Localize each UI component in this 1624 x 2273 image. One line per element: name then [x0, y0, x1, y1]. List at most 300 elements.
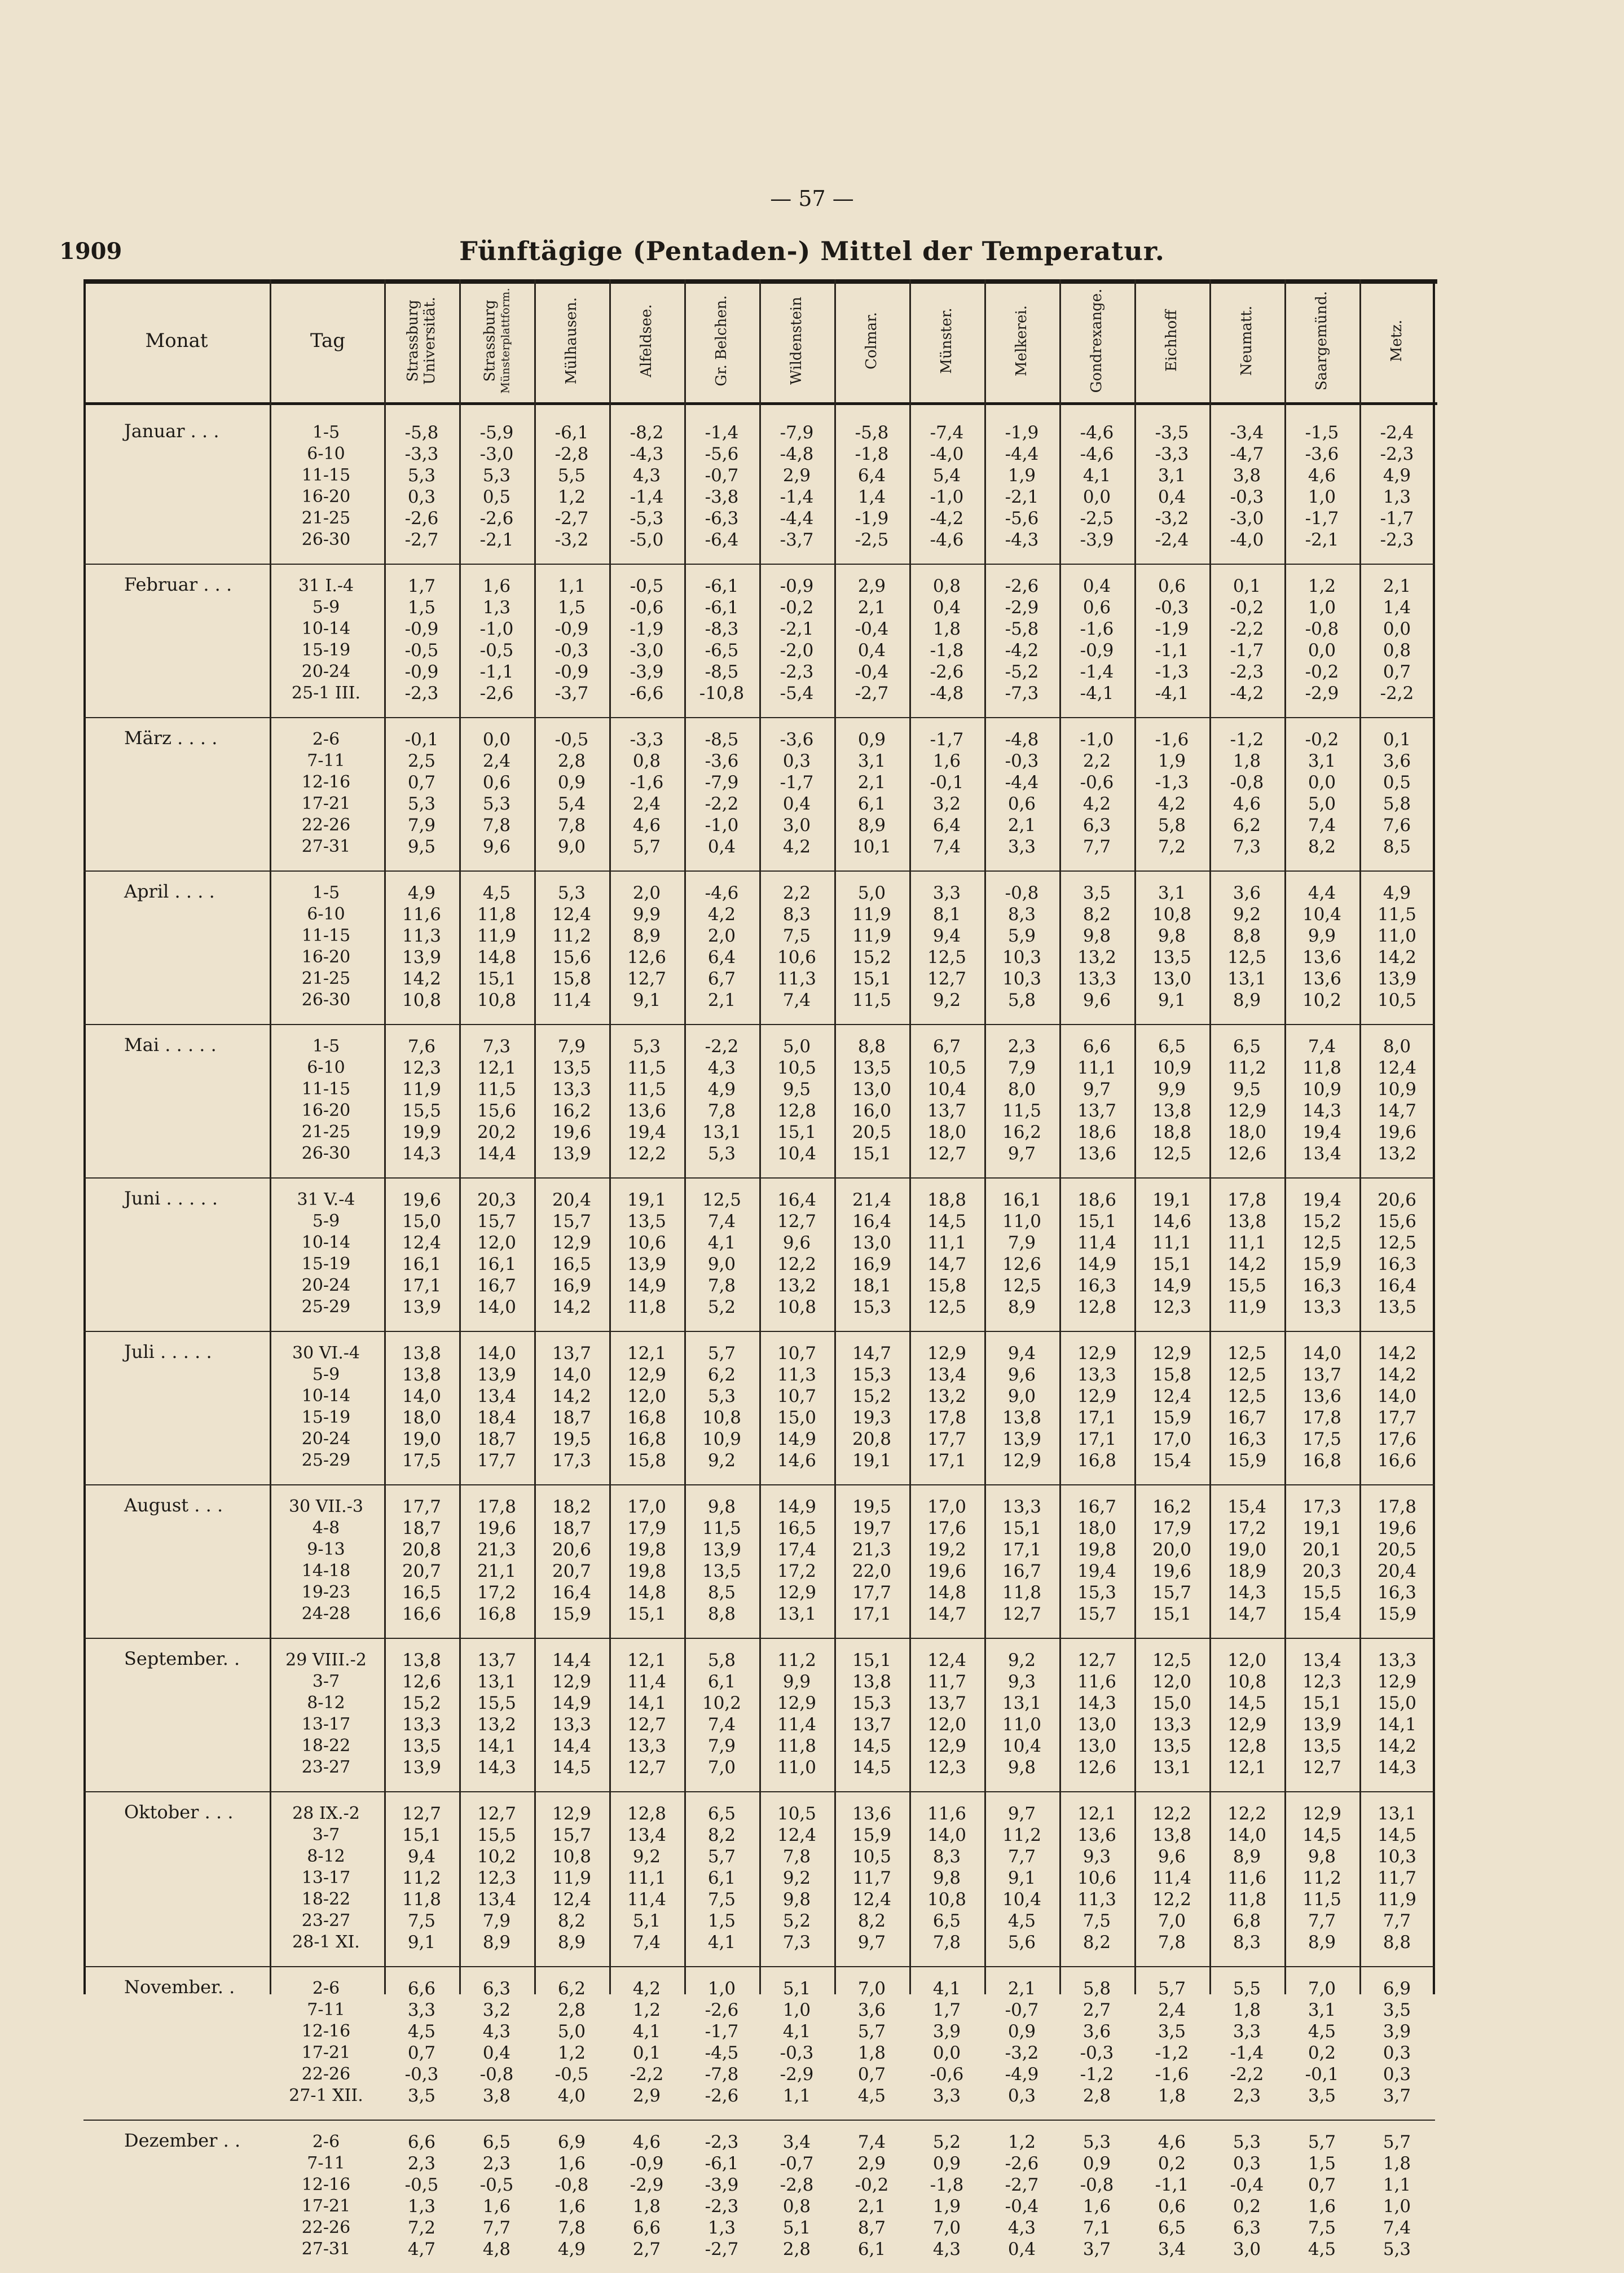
temperature-value: 18,6: [1077, 1190, 1117, 1210]
day-range: 26-30: [301, 1144, 351, 1163]
temperature-value: 15,5: [402, 1101, 442, 1121]
temperature-value: 10,3: [1002, 947, 1042, 968]
temperature-value: 20,3: [477, 1190, 517, 1210]
temperature-value: 5,7: [1383, 2132, 1411, 2152]
temperature-value: 16,8: [627, 1408, 667, 1428]
temperature-value: 12,9: [927, 1343, 967, 1364]
table-row: [83, 2000, 1437, 2021]
temperature-value: 18,8: [927, 1190, 967, 1210]
temperature-value: 15,3: [852, 1297, 892, 1317]
temperature-value: 4,3: [632, 465, 661, 486]
temperature-value: 3,5: [1383, 2000, 1411, 2020]
temperature-value: 17,8: [1227, 1190, 1267, 1210]
temperature-value: 11,0: [777, 1757, 817, 1778]
temperature-value: 20,5: [852, 1122, 892, 1142]
day-range: 1-5: [312, 883, 340, 903]
temperature-value: 15,1: [1077, 1211, 1117, 1232]
temperature-value: -6,6: [630, 683, 664, 704]
station-name: [1164, 310, 1181, 371]
temperature-value: -4,6: [1080, 444, 1114, 464]
station-name-line1: Strassburg: [481, 300, 499, 382]
temperature-value: 15,8: [927, 1276, 967, 1296]
temperature-value: 0,4: [707, 837, 736, 857]
temperature-value: 10,8: [1227, 1672, 1267, 1692]
temperature-value: 3,3: [1007, 837, 1036, 857]
temperature-value: 12,4: [552, 1889, 592, 1910]
temperature-value: 11,1: [1227, 1233, 1267, 1253]
temperature-value: 19,4: [1302, 1190, 1342, 1210]
temperature-value: -2,2: [630, 2064, 664, 2085]
temperature-value: 13,9: [402, 947, 442, 968]
day-range: 30 VI.-4: [292, 1343, 360, 1363]
temperature-value: 14,9: [627, 1276, 667, 1296]
temperature-value: 1,6: [557, 2196, 586, 2217]
temperature-value: -1,7: [705, 2021, 739, 2042]
temperature-value: 13,9: [1302, 1714, 1342, 1735]
day-range: 1-5: [312, 1036, 340, 1056]
temperature-value: 15,8: [1152, 1365, 1192, 1385]
temperature-value: -0,3: [1230, 487, 1264, 507]
temperature-value: 21,3: [477, 1540, 517, 1560]
temperature-value: 14,6: [1152, 1211, 1192, 1232]
temperature-value: 16,4: [777, 1190, 817, 1210]
temperature-value: 15,2: [402, 1693, 442, 1713]
temperature-value: 13,1: [477, 1672, 517, 1692]
station-header: [384, 279, 459, 402]
temperature-value: 14,3: [1377, 1757, 1417, 1778]
temperature-value: 2,4: [1158, 2000, 1186, 2020]
temperature-value: 13,7: [1077, 1101, 1117, 1121]
temperature-value: 17,7: [852, 1582, 892, 1603]
column-rule: [1284, 279, 1286, 1994]
temperature-value: 6,1: [857, 2239, 886, 2259]
table-row: [83, 2064, 1437, 2086]
temperature-value: 12,8: [1077, 1297, 1117, 1317]
temperature-value: 13,9: [402, 1757, 442, 1778]
temperature-value: 12,8: [777, 1101, 817, 1121]
station-name-line1: Wildenstein: [787, 297, 805, 385]
temperature-value: 9,2: [632, 1846, 661, 1867]
temperature-value: 15,3: [852, 1365, 892, 1385]
temperature-value: 5,3: [1082, 2132, 1111, 2152]
temperature-value: 14,4: [477, 1144, 517, 1164]
temperature-value: 18,6: [1077, 1122, 1117, 1142]
temperature-value: 10,8: [552, 1846, 592, 1867]
month-name: Januar . . .: [124, 420, 219, 442]
temperature-value: -2,2: [1380, 683, 1414, 704]
temperature-value: 7,4: [1383, 2218, 1411, 2238]
temperature-value: 2,3: [482, 2153, 511, 2174]
temperature-value: 4,1: [1082, 465, 1111, 486]
temperature-value: 19,6: [1377, 1122, 1417, 1142]
temperature-value: 2,1: [707, 990, 736, 1010]
temperature-value: 10,8: [927, 1889, 967, 1910]
temperature-value: -3,0: [1230, 508, 1264, 529]
station-header: [1284, 279, 1359, 402]
temperature-value: 6,6: [407, 1979, 436, 1999]
temperature-value: -1,6: [1080, 619, 1114, 639]
temperature-value: -0,8: [1080, 2175, 1114, 2195]
temperature-value: 7,9: [1007, 1233, 1036, 1253]
temperature-value: 10,4: [1002, 1736, 1042, 1756]
temperature-value: 0,6: [1158, 576, 1186, 596]
temperature-value: 12,2: [1227, 1804, 1267, 1824]
temperature-value: -1,4: [1080, 662, 1114, 682]
temperature-value: 4,2: [782, 837, 811, 857]
temperature-value: 15,0: [777, 1408, 817, 1428]
temperature-value: 9,4: [1007, 1343, 1036, 1364]
column-rule: [534, 279, 536, 1994]
temperature-value: 4,6: [1158, 2132, 1186, 2152]
temperature-value: 16,8: [477, 1604, 517, 1624]
station-name-line1: Saargemünd.: [1313, 291, 1330, 391]
temperature-value: 12,9: [1227, 1714, 1267, 1735]
temperature-value: 4,6: [1308, 465, 1336, 486]
day-range: 10-14: [301, 1386, 351, 1406]
temperature-value: -4,4: [1005, 772, 1039, 793]
day-range: 16-20: [301, 1101, 351, 1120]
temperature-value: -3,7: [780, 530, 814, 550]
temperature-value: 13,5: [1152, 947, 1192, 968]
day-range: 3-7: [312, 1672, 340, 1691]
temperature-value: 13,1: [777, 1604, 817, 1624]
temperature-value: 4,1: [632, 2021, 661, 2042]
temperature-value: 5,2: [707, 1297, 736, 1317]
temperature-value: -3,9: [705, 2175, 739, 2195]
temperature-value: 17,6: [927, 1518, 967, 1538]
temperature-value: 19,5: [852, 1497, 892, 1517]
temperature-value: 7,4: [932, 837, 961, 857]
temperature-value: 0,0: [482, 729, 511, 750]
temperature-value: -1,2: [1155, 2043, 1189, 2063]
temperature-value: 5,8: [707, 1650, 736, 1670]
temperature-value: 3,1: [1308, 751, 1336, 771]
temperature-value: 20,6: [1377, 1190, 1417, 1210]
temperature-value: 1,3: [482, 597, 511, 618]
temperature-value: 9,5: [782, 1079, 811, 1100]
temperature-value: 15,4: [1302, 1604, 1342, 1624]
day-range: 15-19: [301, 1408, 351, 1427]
temperature-value: 16,4: [1377, 1276, 1417, 1296]
temperature-value: -0,6: [1080, 772, 1114, 793]
temperature-value: -8,2: [630, 423, 664, 443]
temperature-value: 12,9: [552, 1233, 592, 1253]
temperature-value: 15,1: [777, 1122, 817, 1142]
temperature-value: 15,6: [477, 1101, 517, 1121]
temperature-value: 18,8: [1152, 1122, 1192, 1142]
temperature-value: -1,4: [630, 487, 664, 507]
temperature-value: 12,7: [402, 1804, 442, 1824]
temperature-value: 14,8: [477, 947, 517, 968]
column-rule: [834, 279, 836, 1994]
temperature-value: 15,1: [1152, 1254, 1192, 1274]
temperature-value: 3,4: [782, 2132, 811, 2152]
temperature-value: 3,9: [1383, 2021, 1411, 2042]
temperature-value: -0,5: [404, 640, 439, 661]
temperature-value: 6,5: [1158, 2218, 1186, 2238]
temperature-value: 6,1: [707, 1672, 736, 1692]
temperature-value: 10,2: [477, 1846, 517, 1867]
temperature-value: 12,5: [1152, 1650, 1192, 1670]
day-range: 28 IX.-2: [292, 1804, 360, 1823]
temperature-value: 10,8: [477, 990, 517, 1010]
temperature-value: 19,0: [1227, 1540, 1267, 1560]
temperature-value: 16,1: [1002, 1190, 1042, 1210]
temperature-value: -2,9: [780, 2064, 814, 2085]
temperature-value: -2,1: [479, 530, 514, 550]
temperature-value: -2,1: [1005, 487, 1039, 507]
temperature-value: 8,8: [1233, 926, 1261, 946]
temperature-value: 10,4: [1002, 1889, 1042, 1910]
temperature-value: 14,0: [927, 1825, 967, 1845]
day-range: 15-19: [301, 640, 351, 660]
temperature-value: -2,1: [1305, 530, 1339, 550]
temperature-value: 8,8: [857, 1036, 886, 1057]
temperature-value: 0,0: [1082, 487, 1111, 507]
temperature-value: 8,2: [707, 1825, 736, 1845]
temperature-table: [83, 279, 1437, 2259]
temperature-value: -8,5: [705, 729, 739, 750]
temperature-value: 15,8: [552, 969, 592, 989]
temperature-value: 12,7: [477, 1804, 517, 1824]
day-range: 8-12: [307, 1846, 345, 1866]
day-range: 12-16: [301, 772, 351, 792]
month-name: März . . . .: [124, 727, 218, 749]
temperature-value: 7,4: [632, 1932, 661, 1953]
day-range: 24-28: [301, 1604, 351, 1624]
temperature-value: 9,5: [407, 837, 436, 857]
temperature-value: 16,3: [1227, 1429, 1267, 1449]
page-title: Fünftägige (Pentaden-) Mittel der Temperatur.: [459, 236, 1165, 266]
temperature-value: 11,4: [1152, 1868, 1192, 1888]
day-range: 5-9: [312, 1211, 340, 1231]
temperature-value: 16,7: [1002, 1561, 1042, 1581]
temperature-value: 13,9: [1377, 969, 1417, 989]
temperature-value: 7,0: [1308, 1979, 1336, 1999]
temperature-value: 12,5: [1302, 1233, 1342, 1253]
temperature-value: 20,4: [1377, 1561, 1417, 1581]
temperature-value: -4,5: [705, 2043, 739, 2063]
temperature-value: 4,3: [932, 2239, 961, 2259]
temperature-value: 18,7: [402, 1518, 442, 1538]
temperature-value: 8,2: [857, 1911, 886, 1931]
temperature-value: 2,2: [782, 883, 811, 903]
temperature-value: 21,4: [852, 1190, 892, 1210]
temperature-value: -3,8: [705, 487, 739, 507]
temperature-value: 4,6: [1233, 794, 1261, 814]
temperature-value: 13,3: [552, 1714, 592, 1735]
temperature-value: 2,9: [782, 465, 811, 486]
temperature-value: 18,0: [927, 1122, 967, 1142]
temperature-value: 17,3: [552, 1450, 592, 1471]
temperature-value: 1,8: [1383, 2153, 1411, 2174]
temperature-value: -6,4: [705, 530, 739, 550]
temperature-value: -6,5: [705, 640, 739, 661]
temperature-value: 13,7: [1302, 1365, 1342, 1385]
temperature-value: 13,4: [1302, 1144, 1342, 1164]
temperature-value: 15,1: [1302, 1693, 1342, 1713]
temperature-value: 3,2: [482, 2000, 511, 2020]
temperature-value: 10,5: [777, 1058, 817, 1078]
temperature-value: -2,5: [855, 530, 889, 550]
temperature-value: -2,3: [705, 2196, 739, 2217]
temperature-value: 7,5: [1082, 1911, 1111, 1931]
day-range: 12-16: [301, 2175, 351, 2195]
temperature-value: 0,2: [1308, 2043, 1336, 2063]
temperature-value: 6,6: [407, 2132, 436, 2152]
temperature-value: 15,1: [627, 1604, 667, 1624]
station-header: [1209, 279, 1284, 402]
temperature-value: -2,2: [705, 794, 739, 814]
temperature-value: 15,1: [852, 1650, 892, 1670]
temperature-value: 1,3: [407, 2196, 436, 2217]
month-name: November. .: [124, 1976, 235, 1998]
temperature-value: 2,4: [632, 794, 661, 814]
temperature-value: 13,6: [1302, 969, 1342, 989]
temperature-value: 12,2: [1152, 1804, 1192, 1824]
temperature-value: 9,6: [482, 837, 511, 857]
day-range: 25-29: [301, 1450, 351, 1470]
station-name: [639, 304, 655, 377]
temperature-value: 12,5: [927, 947, 967, 968]
temperature-value: 19,6: [927, 1561, 967, 1581]
temperature-value: 12,7: [627, 1757, 667, 1778]
temperature-value: -2,6: [1005, 2153, 1039, 2174]
temperature-value: 9,6: [782, 1233, 811, 1253]
temperature-value: 13,2: [777, 1276, 817, 1296]
temperature-value: 8,2: [557, 1911, 586, 1931]
temperature-value: 11,4: [1077, 1233, 1117, 1253]
temperature-value: 17,5: [402, 1450, 442, 1471]
temperature-value: 4,1: [782, 2021, 811, 2042]
temperature-value: 13,5: [1377, 1297, 1417, 1317]
temperature-value: 12,6: [402, 1672, 442, 1692]
station-name: [1089, 289, 1106, 393]
temperature-value: 14,3: [402, 1144, 442, 1164]
temperature-value: 14,0: [1377, 1386, 1417, 1406]
temperature-value: -0,5: [554, 2064, 589, 2085]
temperature-value: -0,4: [855, 619, 889, 639]
temperature-value: 17,1: [1002, 1540, 1042, 1560]
month-name: April . . . .: [124, 881, 215, 902]
temperature-value: 1,1: [1383, 2175, 1411, 2195]
temperature-value: 7,8: [707, 1276, 736, 1296]
temperature-value: -0,3: [1080, 2043, 1114, 2063]
temperature-value: 12,9: [1077, 1386, 1117, 1406]
temperature-value: 3,0: [782, 815, 811, 836]
temperature-value: -1,9: [1155, 619, 1189, 639]
temperature-value: 13,0: [1152, 969, 1192, 989]
temperature-value: 0,9: [1082, 2153, 1111, 2174]
temperature-value: 15,0: [1152, 1693, 1192, 1713]
temperature-value: 7,7: [1082, 837, 1111, 857]
temperature-value: 8,0: [1383, 1036, 1411, 1057]
temperature-value: 9,8: [707, 1497, 736, 1517]
temperature-value: 7,4: [707, 1714, 736, 1735]
day-range: 26-30: [301, 530, 351, 549]
temperature-value: 13,6: [1077, 1825, 1117, 1845]
temperature-value: 11,9: [852, 904, 892, 925]
day-range: 7-11: [307, 751, 345, 771]
temperature-value: 10,9: [1302, 1079, 1342, 1100]
temperature-value: 15,3: [1077, 1582, 1117, 1603]
temperature-value: 6,6: [1082, 1036, 1111, 1057]
temperature-value: -4,8: [1005, 729, 1039, 750]
temperature-value: -7,9: [705, 772, 739, 793]
temperature-value: 14,9: [552, 1693, 592, 1713]
temperature-value: -2,3: [705, 2132, 739, 2152]
temperature-value: 1,5: [557, 597, 586, 618]
station-header: [909, 279, 984, 402]
temperature-value: 8,5: [1383, 837, 1411, 857]
day-range: 20-24: [301, 662, 351, 682]
temperature-value: -5,8: [404, 423, 439, 443]
temperature-value: 9,4: [407, 1846, 436, 1867]
temperature-value: 17,9: [1152, 1518, 1192, 1538]
temperature-value: 7,2: [407, 2218, 436, 2238]
temperature-value: 12,7: [1002, 1604, 1042, 1624]
station-name-line1: Colmar.: [862, 312, 880, 370]
temperature-value: -0,9: [404, 619, 439, 639]
temperature-value: 7,4: [1308, 815, 1336, 836]
temperature-value: -0,9: [780, 576, 814, 596]
temperature-value: 14,0: [402, 1386, 442, 1406]
temperature-value: 14,0: [1302, 1343, 1342, 1364]
temperature-value: 9,9: [632, 904, 661, 925]
temperature-value: 2,1: [1007, 1979, 1036, 1999]
temperature-value: 2,1: [857, 597, 886, 618]
temperature-value: 5,5: [1233, 1979, 1261, 1999]
temperature-value: 17,1: [852, 1604, 892, 1624]
temperature-value: 2,8: [1082, 2086, 1111, 2106]
day-range: 14-18: [301, 1561, 351, 1581]
temperature-value: 11,6: [402, 904, 442, 925]
temperature-value: 12,5: [1002, 1276, 1042, 1296]
temperature-value: 3,8: [1233, 465, 1261, 486]
temperature-value: 11,1: [1152, 1233, 1192, 1253]
temperature-value: 1,9: [1158, 751, 1186, 771]
temperature-value: -4,4: [1005, 444, 1039, 464]
table-row: [83, 2086, 1437, 2107]
temperature-value: -0,5: [630, 576, 664, 596]
temperature-value: 0,6: [1082, 597, 1111, 618]
month-name: Oktober . . .: [124, 1801, 234, 1823]
temperature-value: -0,2: [1230, 597, 1264, 618]
temperature-value: 4,5: [1308, 2239, 1336, 2259]
temperature-value: 4,5: [407, 2021, 436, 2042]
temperature-value: -1,6: [1155, 729, 1189, 750]
temperature-value: 9,2: [1007, 1650, 1036, 1670]
station-name: [864, 312, 881, 370]
temperature-value: 19,8: [627, 1540, 667, 1560]
temperature-value: 16,5: [777, 1518, 817, 1538]
temperature-value: 11,9: [477, 926, 517, 946]
temperature-value: 12,3: [1152, 1297, 1192, 1317]
temperature-value: 4,7: [407, 2239, 436, 2259]
column-rule: [684, 279, 686, 1994]
temperature-value: 12,0: [1152, 1672, 1192, 1692]
temperature-value: 18,0: [1227, 1122, 1267, 1142]
temperature-value: -2,4: [1380, 423, 1414, 443]
temperature-value: -4,1: [1080, 683, 1114, 704]
temperature-value: 10,5: [777, 1804, 817, 1824]
temperature-value: 12,5: [1227, 1386, 1267, 1406]
temperature-value: 7,3: [1233, 837, 1261, 857]
temperature-value: 15,1: [1152, 1604, 1192, 1624]
temperature-value: 17,7: [1377, 1408, 1417, 1428]
temperature-value: -3,2: [554, 530, 589, 550]
temperature-value: 17,7: [477, 1450, 517, 1471]
